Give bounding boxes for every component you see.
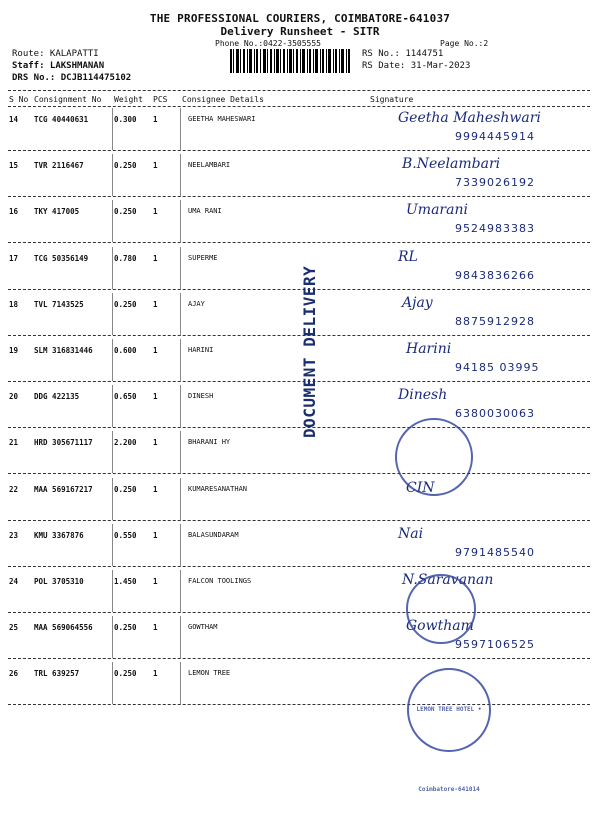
row-signature: RL <box>398 249 418 265</box>
row-sno: 19 <box>9 346 19 355</box>
row-divider <box>8 520 590 521</box>
row-pcs: 1 <box>153 531 158 540</box>
column-rule <box>112 524 113 566</box>
column-rule <box>112 293 113 335</box>
row-signature: Harini <box>406 341 452 357</box>
row-sno: 16 <box>9 207 19 216</box>
row-consignee: DINESH <box>188 392 214 400</box>
column-rule <box>112 662 113 704</box>
lemon-tree-seal: LEMON TREE HOTEL • Coimbatore-641014 <box>407 668 491 752</box>
row-pcs: 1 <box>153 254 158 263</box>
phone-number: Phone No.:0422-3505555 <box>215 39 321 48</box>
row-weight: 0.550 <box>114 531 137 540</box>
column-rule <box>180 616 181 658</box>
row-divider <box>8 566 590 567</box>
rs-number: RS No.: 1144751 <box>362 49 444 59</box>
column-rule <box>112 385 113 427</box>
row-consignee: NEELAMBARI <box>188 161 231 169</box>
row-consignee: BHARANI HY <box>188 438 231 446</box>
row-consignee: UMA RANI <box>188 207 222 215</box>
row-weight: 0.650 <box>114 392 137 401</box>
row-consignee: SUPERME <box>188 254 218 262</box>
row-consignee: GOWTHAM <box>188 623 218 631</box>
row-weight: 0.250 <box>114 623 137 632</box>
row-pcs: 1 <box>153 207 158 216</box>
route-label: Route: KALAPATTI <box>12 49 99 59</box>
column-rule <box>112 431 113 473</box>
row-phone: 9524983383 <box>455 222 535 235</box>
row-consignee: KUMARESANATHAN <box>188 485 248 493</box>
row-consignment: POL 3705310 <box>34 577 84 586</box>
row-consignment: TKY 417005 <box>34 207 80 216</box>
row-divider <box>8 289 590 290</box>
row-signature: B.Neelambari <box>402 156 501 172</box>
row-pcs: 1 <box>153 346 158 355</box>
col-consignment: Consignment No <box>34 95 102 104</box>
staff-label: Staff: LAKSHMANAN <box>12 61 105 71</box>
row-weight: 1.450 <box>114 577 137 586</box>
row-signature: Gowtham <box>406 618 474 634</box>
row-phone: 7339026192 <box>455 176 535 189</box>
row-sno: 21 <box>9 438 19 447</box>
row-consignee: FALCON TOOLINGS <box>188 577 252 585</box>
column-rule <box>180 524 181 566</box>
row-consignment: TVL 7143525 <box>34 300 84 309</box>
row-weight: 2.200 <box>114 438 137 447</box>
page-number: Page No.:2 <box>440 39 489 48</box>
column-rule <box>112 154 113 196</box>
row-pcs: 1 <box>153 392 158 401</box>
document-delivery-stamp: DOCUMENT DELIVERY <box>300 265 319 438</box>
row-signature: Nai <box>398 526 424 542</box>
row-divider <box>8 658 590 659</box>
row-consignment: DDG 422135 <box>34 392 80 401</box>
column-rule <box>112 108 113 150</box>
row-divider <box>8 242 590 243</box>
column-rule <box>180 293 181 335</box>
row-phone: 9791485540 <box>455 546 535 559</box>
row-divider <box>8 196 590 197</box>
company-title: THE PROFESSIONAL COURIERS, COIMBATORE-641037 <box>149 12 451 25</box>
row-weight: 0.250 <box>114 485 137 494</box>
row-sno: 20 <box>9 392 19 401</box>
column-rule <box>180 200 181 242</box>
row-consignment: SLM 316831446 <box>34 346 93 355</box>
company-seal <box>395 418 473 496</box>
row-sno: 14 <box>9 115 19 124</box>
row-pcs: 1 <box>153 438 158 447</box>
row-weight: 0.600 <box>114 346 137 355</box>
row-consignee: AJAY <box>188 300 205 308</box>
row-divider <box>8 335 590 336</box>
row-consignee: LEMON TREE <box>188 669 231 677</box>
row-weight: 0.250 <box>114 300 137 309</box>
col-signature: Signature <box>370 95 414 104</box>
row-pcs: 1 <box>153 669 158 678</box>
row-sno: 24 <box>9 577 19 586</box>
row-signature: Ajay <box>402 295 433 311</box>
row-weight: 0.250 <box>114 161 137 170</box>
row-consignment: TRL 639257 <box>34 669 80 678</box>
col-sno: S No <box>9 95 29 104</box>
column-rule <box>180 570 181 612</box>
col-weight: Weight <box>114 95 143 104</box>
row-pcs: 1 <box>153 623 158 632</box>
column-rule <box>112 247 113 289</box>
row-consignment: TVR 2116467 <box>34 161 84 170</box>
row-sno: 22 <box>9 485 19 494</box>
drs-number: DRS No.: DCJB114475102 <box>12 73 132 83</box>
row-consignment: MAA 569167217 <box>34 485 93 494</box>
column-rule <box>180 108 181 150</box>
divider <box>8 90 590 91</box>
row-consignee: BALASUNDARAM <box>188 531 239 539</box>
col-consignee: Consignee Details <box>182 95 264 104</box>
row-sno: 23 <box>9 531 19 540</box>
row-phone: 9597106525 <box>455 638 535 651</box>
column-rule <box>180 431 181 473</box>
column-rule <box>180 247 181 289</box>
column-rule <box>112 570 113 612</box>
row-sno: 18 <box>9 300 19 309</box>
row-consignment: MAA 569064556 <box>34 623 93 632</box>
column-rule <box>180 662 181 704</box>
row-consignee: HARINI <box>188 346 214 354</box>
row-phone: 9843836266 <box>455 269 535 282</box>
row-phone: 9994445914 <box>455 130 535 143</box>
row-pcs: 1 <box>153 161 158 170</box>
falcon-tooling-seal <box>406 574 476 644</box>
row-signature: Geetha Maheshwari <box>398 110 541 126</box>
column-rule <box>180 478 181 520</box>
barcode <box>230 49 350 73</box>
row-phone: 6380030063 <box>455 407 535 420</box>
row-divider <box>8 704 590 705</box>
column-rule <box>180 339 181 381</box>
row-signature: N.Saravanan <box>402 572 494 588</box>
col-pcs: PCS <box>153 95 168 104</box>
row-phone: 8875912928 <box>455 315 535 328</box>
row-sno: 15 <box>9 161 19 170</box>
runsheet-subtitle: Delivery Runsheet - SITR <box>220 25 380 38</box>
row-divider <box>8 150 590 151</box>
row-divider <box>8 473 590 474</box>
row-signature: Dinesh <box>398 387 448 403</box>
row-consignment: HRD 305671117 <box>34 438 93 447</box>
column-rule <box>180 154 181 196</box>
row-weight: 0.300 <box>114 115 137 124</box>
row-pcs: 1 <box>153 300 158 309</box>
row-consignment: TCG 50356149 <box>34 254 89 263</box>
row-phone: 94185 03995 <box>455 361 540 374</box>
column-rule <box>112 339 113 381</box>
divider <box>8 106 590 107</box>
row-divider <box>8 381 590 382</box>
rs-date: RS Date: 31-Mar-2023 <box>362 61 471 71</box>
row-consignee: GEETHA MAHESWARI <box>188 115 256 123</box>
row-pcs: 1 <box>153 115 158 124</box>
column-rule <box>180 385 181 427</box>
row-weight: 0.250 <box>114 207 137 216</box>
row-divider <box>8 427 590 428</box>
column-rule <box>112 200 113 242</box>
row-pcs: 1 <box>153 485 158 494</box>
column-rule <box>112 616 113 658</box>
row-signature: CIN <box>406 480 435 496</box>
row-weight: 0.780 <box>114 254 137 263</box>
row-pcs: 1 <box>153 577 158 586</box>
row-signature: Umarani <box>406 202 468 218</box>
row-weight: 0.250 <box>114 669 137 678</box>
column-rule <box>112 478 113 520</box>
row-sno: 25 <box>9 623 19 632</box>
row-sno: 26 <box>9 669 19 678</box>
row-divider <box>8 612 590 613</box>
row-sno: 17 <box>9 254 19 263</box>
row-consignment: KMU 3367876 <box>34 531 84 540</box>
row-consignment: TCG 40440631 <box>34 115 89 124</box>
